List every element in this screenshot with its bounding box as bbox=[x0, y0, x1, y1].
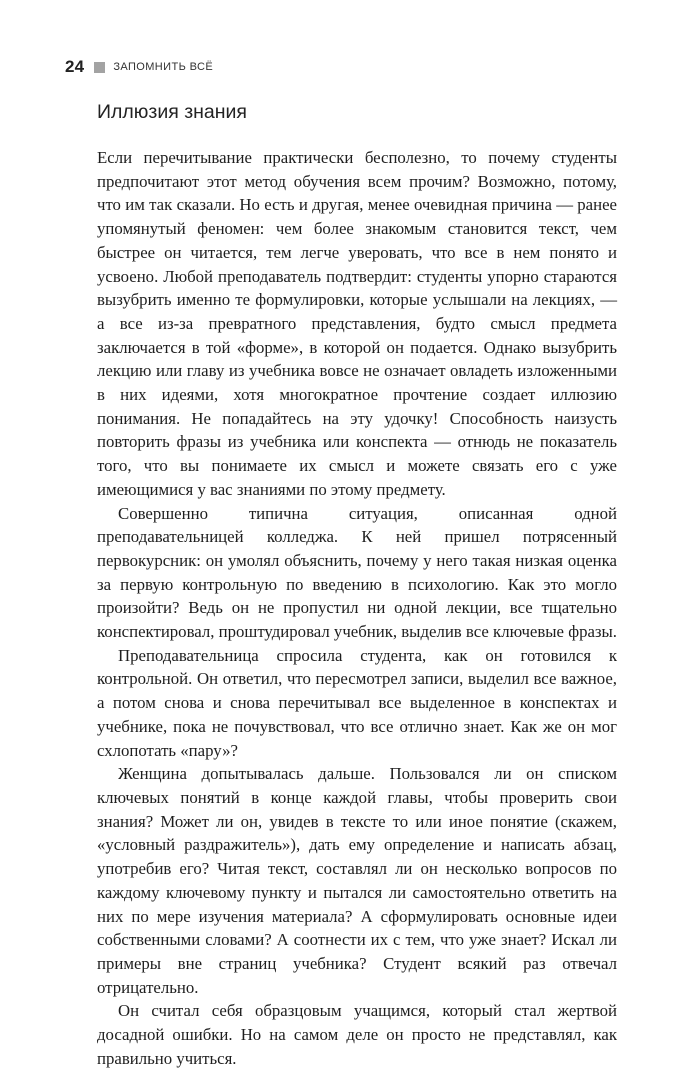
body-text bbox=[97, 146, 617, 1070]
running-head bbox=[65, 55, 213, 79]
paragraph: Он считал себя образцовым учащимся, который стал жертвой досадной ошибки. Но на самом деле он просто не представлял, как правильно учиться. bbox=[97, 1001, 617, 1068]
paragraph: Преподавательница спросила студента, как он готовился к контрольной. Он ответил, что пересмотрел записи, выделил все важное, а потом снова и снова перечитывал все выделенное в конспектах и учебнике, пока не почувствовал, что все отлично знает. Как же он мог схлопотать «пару»? bbox=[97, 645, 617, 760]
paragraph: Совершенно типична ситуация, описанная одной преподавательницей колледжа. К ней пришел потрясенный первокурсник: он умолял объяснить, почему у него такая низкая оценка за первую контрольную по введению в психологию. Как это могло произойти? Ведь он не пропустил ни одной лекции, все тщательно конспектировал, проштудировал учебник, выделив все ключевые фразы. bbox=[97, 503, 618, 642]
section-heading: Иллюзия знания bbox=[97, 101, 247, 123]
square-bullet-icon bbox=[94, 62, 105, 73]
running-title: ЗАПОМНИТЬ ВСЁ bbox=[113, 61, 214, 73]
paragraph: Если перечитывание практически бесполезно, то почему студенты предпочитают этот метод обучения всем прочим? Возможно, потому, что им так сказали. Но есть и другая, менее очевидная причина — ранее упомянутый феномен: чем более знакомым становится текст, чем быстрее он читается, тем легче уверовать, что все в нем понято и усвоено. Любой преподаватель подтвердит: студенты упорно стараются вызубрить именно те формулировки, которые услышали на лекциях, — а все из-за превратного представления, будто смысл предмета заключается в той «форме», в которой он подается. Однако вызубрить лекцию или главу из учебника вовсе не означает овладеть изложенными в них идеями, хотя многократное прочтение создает иллюзию понимания. Не попадайтесь на эту удочку! Способность наизусть повторить фразы из учебника или конспекта — отнюдь не показатель того, что вы понимаете их смысл и можете связать его с уже имеющимися у вас знаниями по этому предмету. bbox=[97, 148, 617, 499]
page-number: 24 bbox=[65, 57, 85, 76]
paragraph: Женщина допытывалась дальше. Пользовался ли он списком ключевых понятий в конце каждой главы, чтобы проверить свои знания? Может ли он, увидев в тексте то или иное понятие (скажем, «условный раздражитель»), дать ему определение и написать абзац, употребив его? Читая текст, составлял ли он несколько вопросов по каждому ключевому пункту и пытался ли самостоятельно ответить на них по мере изучения материала? А сформулировать основные идеи собственными словами? А соотнести их с тем, что уже знает? Искал ли примеры вне страниц учебника? Студент всякий раз отвечал отрицательно. bbox=[97, 764, 617, 997]
